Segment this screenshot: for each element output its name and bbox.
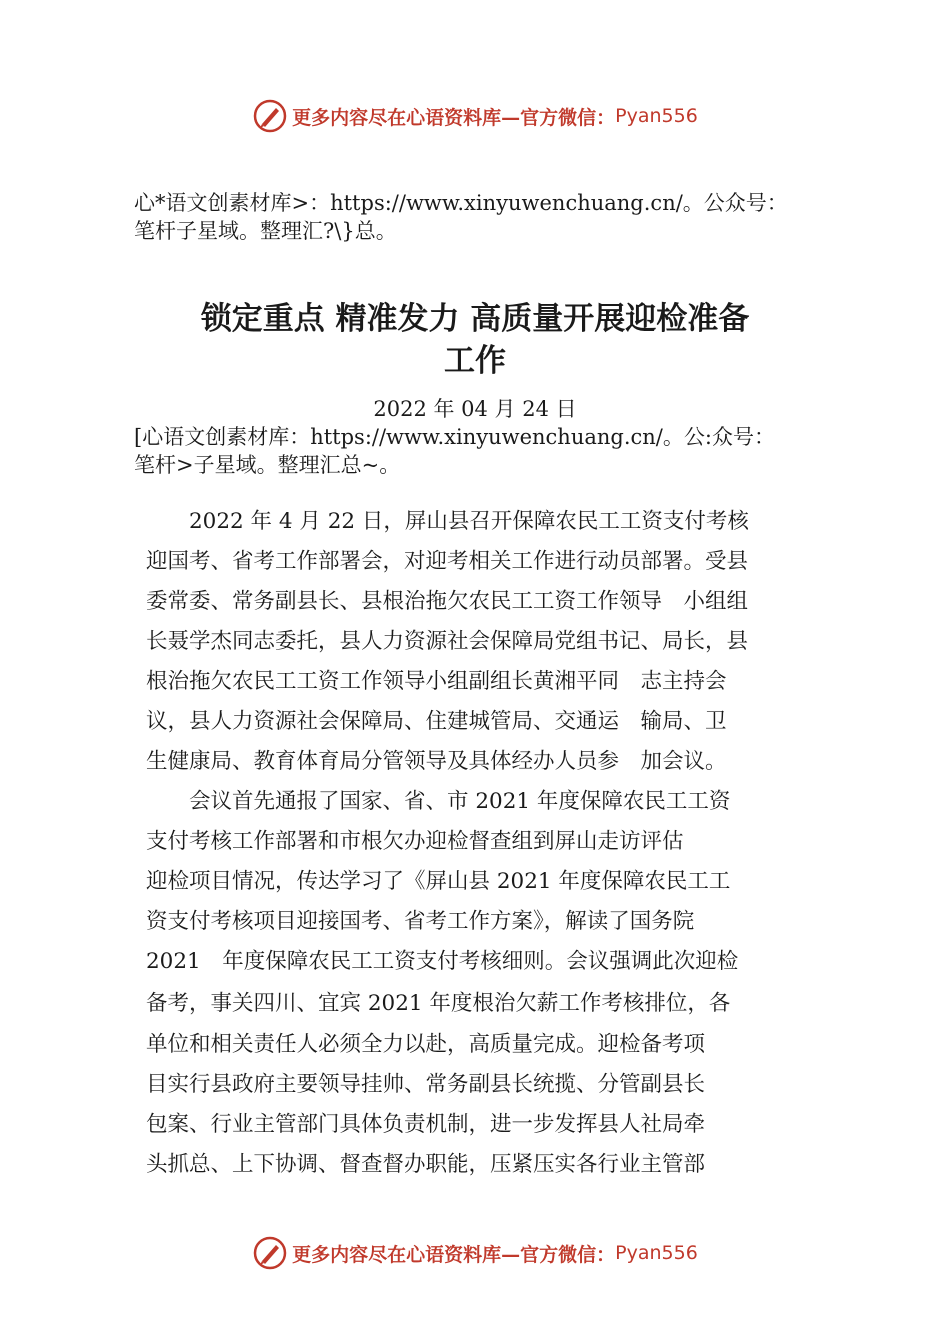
- intro-line-2: 笔杆子星域。整理汇?\}总。: [134, 219, 397, 243]
- body-line: 2021 年度保障农民工工资支付考核细则。会议强调此次迎检: [146, 949, 739, 974]
- pen-logo-icon: [252, 1235, 288, 1271]
- body-line: 支付考核工作部署和市根欠办迎检督查组到屏山走访评估: [146, 829, 684, 854]
- body-line: 迎检项目情况，传达学习了《屏山县 2021 年度保障农民工工: [146, 869, 731, 894]
- body-line: 委常委、常务副县长、县根治拖欠农民工工资工作领导 小组组: [146, 589, 749, 614]
- source-line-1: [心语文创素材库：https://www.xinyuwenchuang.cn/。公:众号：: [134, 425, 775, 449]
- source-line-2: 笔杆>子星域。整理汇总~。: [134, 453, 401, 477]
- body-line: 资支付考核项目迎接国考、省考工作方案》，解读了国务院: [146, 909, 695, 934]
- document-date: 2022 年 04 月 24 日: [373, 397, 577, 421]
- banner-text: 更多内容尽在心语资料库—官方微信：: [292, 1243, 616, 1266]
- body-line: 迎国考、省考工作部署会，对迎考相关工作进行动员部署。受县: [146, 549, 749, 574]
- banner-text: 更多内容尽在心语资料库—官方微信：: [292, 106, 616, 129]
- body-line: 单位和相关责任人必须全力以赴，高质量完成。迎检备考项: [146, 1032, 706, 1057]
- body-line: 2022 年 4 月 22 日，屏山县召开保障农民工工资支付考核: [146, 509, 749, 534]
- body-line: 包案、行业主管部门具体负责机制，进一步发挥县人社局牵: [146, 1112, 706, 1137]
- document-title-line-2: 工作: [444, 343, 506, 379]
- body-line: 生健康局、教育体育局分管领导及具体经办人员参 加会议。: [146, 749, 727, 774]
- body-line: 备考，事关四川、宜宾 2021 年度根治欠薪工作考核排位，各: [146, 991, 731, 1016]
- body-line: 根治拖欠农民工工资工作领导小组副组长黄湘平同 志主持会: [146, 669, 727, 694]
- header-banner: [0, 96, 950, 136]
- body-line: 长聂学杰同志委托，县人力资源社会保障局党组书记、局长，县: [146, 629, 749, 654]
- banner-wechat-id: Pyan556: [615, 1242, 698, 1264]
- body-line: 头抓总、上下协调、督查督办职能，压紧压实各行业主管部: [146, 1152, 706, 1177]
- document-title-line-1: 锁定重点 精准发力 高质量开展迎检准备: [200, 301, 750, 337]
- pen-logo-icon: [252, 98, 288, 134]
- body-line: 会议首先通报了国家、省、市 2021 年度保障农民工工资: [146, 789, 731, 814]
- intro-line-1: 心*语文创素材库>：https://www.xinyuwenchuang.cn/。公众号：: [134, 191, 788, 215]
- body-line: 议，县人力资源社会保障局、住建城管局、交通运 输局、卫: [146, 709, 727, 734]
- body-line: 目实行县政府主要领导挂帅、常务副县长统揽、分管副县长: [146, 1072, 706, 1097]
- footer-banner: [0, 1233, 950, 1273]
- banner-wechat-id: Pyan556: [615, 105, 698, 127]
